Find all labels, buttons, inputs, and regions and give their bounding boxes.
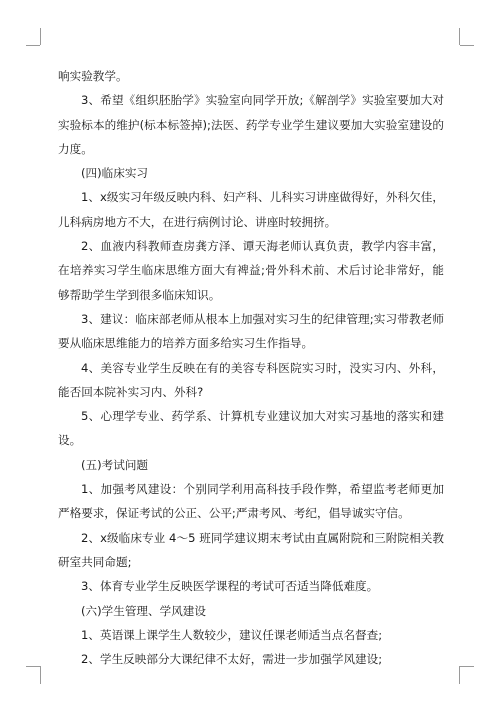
section-heading-clinical-internship: (四)临床实习 — [81, 166, 149, 181]
paragraph-internship-3: 3、建议：临床部老师从根本上加强对实习生的纪律管理;实习带教老师要从临床思维能力的培养方面多给实习生作指导。 — [58, 311, 444, 351]
crop-mark-top-right-h — [460, 45, 474, 46]
crop-mark-top-left-v — [40, 28, 41, 45]
section-heading-exam-issues: (五)考试问题 — [81, 457, 149, 472]
paragraph-management-1: 1、英语课上课学生人数较少，建议任课老师适当点名督查; — [81, 627, 383, 642]
document-body — [58, 64, 444, 671]
paragraph-exam-2: 2、x级临床专业 4～5 班同学建议期末考试由直属附院和三附院相关教研室共同命题; — [58, 530, 444, 569]
paragraph-continuation: 响实验教学。 — [58, 69, 128, 83]
crop-mark-bottom-right-h — [460, 666, 474, 667]
crop-mark-top-left-h — [26, 45, 40, 46]
paragraph-internship-1: 1、x级实习年级反映内科、妇产科、儿科实习讲座做得好，外科欠佳，儿科病房地方不大，在进行病例讨论、讲座时较拥挤。 — [58, 190, 444, 229]
paragraph-internship-4: 4、美容专业学生反映在有的美容专科医院实习时，没实习内、外科，能否回本院补实习内、外科? — [58, 360, 444, 399]
crop-mark-bottom-left-v — [40, 666, 41, 684]
paragraph-exam-1: 1、加强考风建设：个别同学利用高科技手段作弊，希望监考老师更加严格要求，保证考试的公正、公平;严肃考风、考纪，倡导诚实守信。 — [58, 482, 444, 521]
section-heading-student-management: (六)学生管理、学风建设 — [81, 603, 206, 618]
crop-mark-top-right-v — [459, 28, 460, 45]
paragraph-management-2: 2、学生反映部分大课纪律不太好，需进一步加强学风建设; — [81, 652, 383, 667]
paragraph-internship-2: 2、血液内科教师查房龚方泽、谭天海老师认真负责，教学内容丰富，在培养实习学生临床思维方面大有裨益;骨外科术前、术后讨论非常好，能够帮助学生学到很多临床知识。 — [58, 239, 444, 302]
crop-mark-bottom-left-h — [26, 666, 40, 667]
crop-mark-bottom-right-v — [459, 666, 460, 684]
paragraph-internship-5: 5、心理学专业、药学系、计算机专业建议加大对实习基地的落实和建设。 — [58, 409, 444, 448]
paragraph-exam-3: 3、体育专业学生反映医学课程的考试可否适当降低难度。 — [81, 579, 379, 594]
paragraph-lab-suggestion: 3、希望《组织胚胎学》实验室向同学开放;《解剖学》实验室要加大对实验标本的维护(标本标签掉);法医、药学专业学生建议要加大实验室建设的力度。 — [58, 93, 444, 156]
